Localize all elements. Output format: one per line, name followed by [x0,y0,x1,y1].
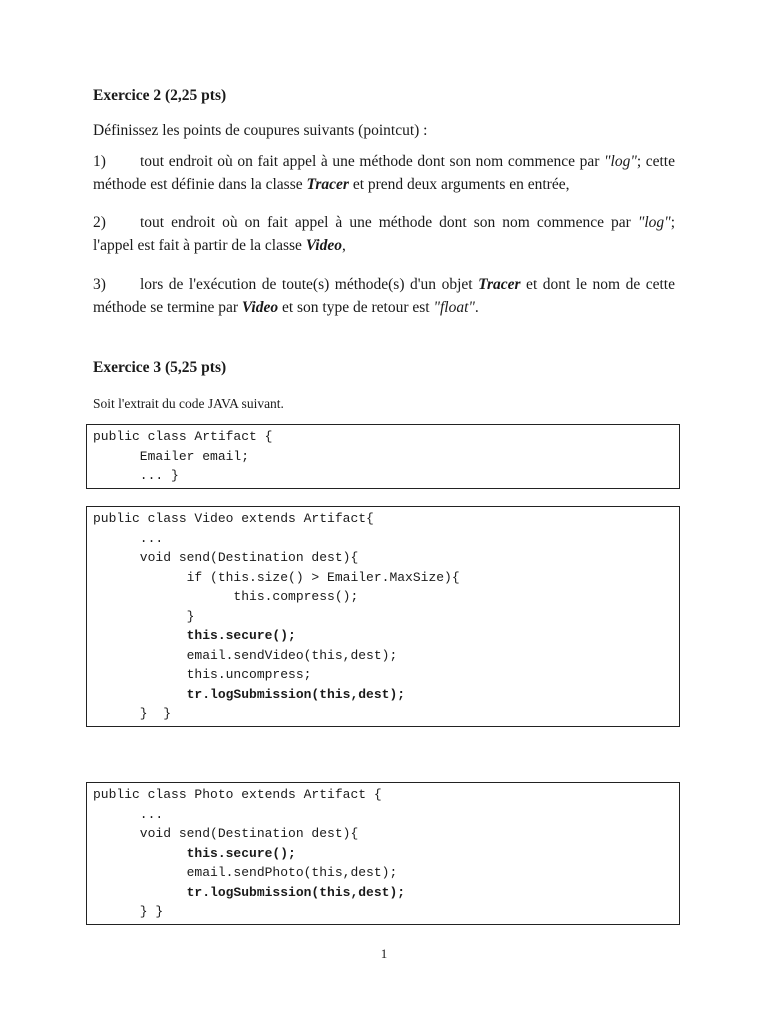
code-block-photo [86,782,680,925]
item-number: 2) [93,214,106,231]
code-line: email.sendPhoto(this,dest); [93,865,398,880]
code-line: } } [93,904,164,919]
item-keyword: Tracer [306,176,349,193]
item-quote: "float" [433,299,475,316]
code-line: email.sendVideo(this,dest); [93,647,398,663]
exercise-2-item-1 [93,150,675,196]
item-text: et prend deux arguments en entrée, [348,176,570,193]
code-line: void send(Destination dest){ [93,550,359,565]
exercise-3-title: Exercice 3 (5,25 pts) [93,359,227,376]
item-text: et son type de retour est [278,299,434,316]
item-text: , [341,237,346,254]
exercise-2-item-2 [93,211,675,257]
code-line: void send(Destination dest){ [93,826,359,841]
code-line: public class Artifact { [93,429,273,444]
exercise-2-title: Exercice 2 (2,25 pts) [93,87,227,104]
code-line: this.secure(); [93,845,296,861]
item-text: tout endroit où on fait appel à une méthode dont son nom commence par [140,153,604,170]
code-listing [93,509,673,724]
code-line: this.secure(); [93,628,296,643]
code-line: this.uncompress; [93,667,312,682]
code-block-artifact [86,424,680,489]
code-line: Emailer email; [93,448,250,464]
code-line: public class Photo extends Artifact { [93,787,382,802]
code-listing [93,785,673,922]
code-line: public class Video extends Artifact{ [93,511,374,526]
code-line: ... [93,530,164,546]
item-keyword: Video [305,237,342,254]
code-line: if (this.size() > Emailer.MaxSize){ [93,569,460,585]
code-line: } [93,608,195,624]
code-line: ... } [93,468,179,483]
code-line: tr.logSubmission(this,dest); [93,884,406,900]
exercise-3-intro: Soit l'extrait du code JAVA suivant. [93,396,284,411]
item-quote: "log" [604,153,637,170]
item-text: lors de l'exécution de toute(s) méthode(s) d'un objet [140,276,479,293]
item-text: ; l'appel est fait à partir de la classe [93,214,675,254]
item-quote: "log" [637,214,671,231]
code-line: tr.logSubmission(this,dest); [93,686,406,702]
item-text: et dont le nom de cette méthode se termine par [93,276,675,316]
page-number: 1 [380,946,388,961]
exercise-2-item-3 [93,273,675,319]
exercise-2-intro: Définissez les points de coupures suivants (pointcut) : [93,122,428,139]
item-text: ; cette méthode est définie dans la classe [93,153,675,193]
item-text: . [474,299,479,316]
item-keyword: Video [241,299,279,316]
item-text: tout endroit où on fait appel à une méthode dont son nom commence par [140,214,638,231]
code-line: } } [93,706,172,721]
code-line: this.compress(); [93,589,359,604]
item-keyword: Tracer [478,276,521,293]
code-block-video [86,506,680,727]
code-listing [93,427,673,486]
item-number: 1) [93,153,106,170]
item-number: 3) [93,276,106,293]
code-line: ... [93,806,164,822]
